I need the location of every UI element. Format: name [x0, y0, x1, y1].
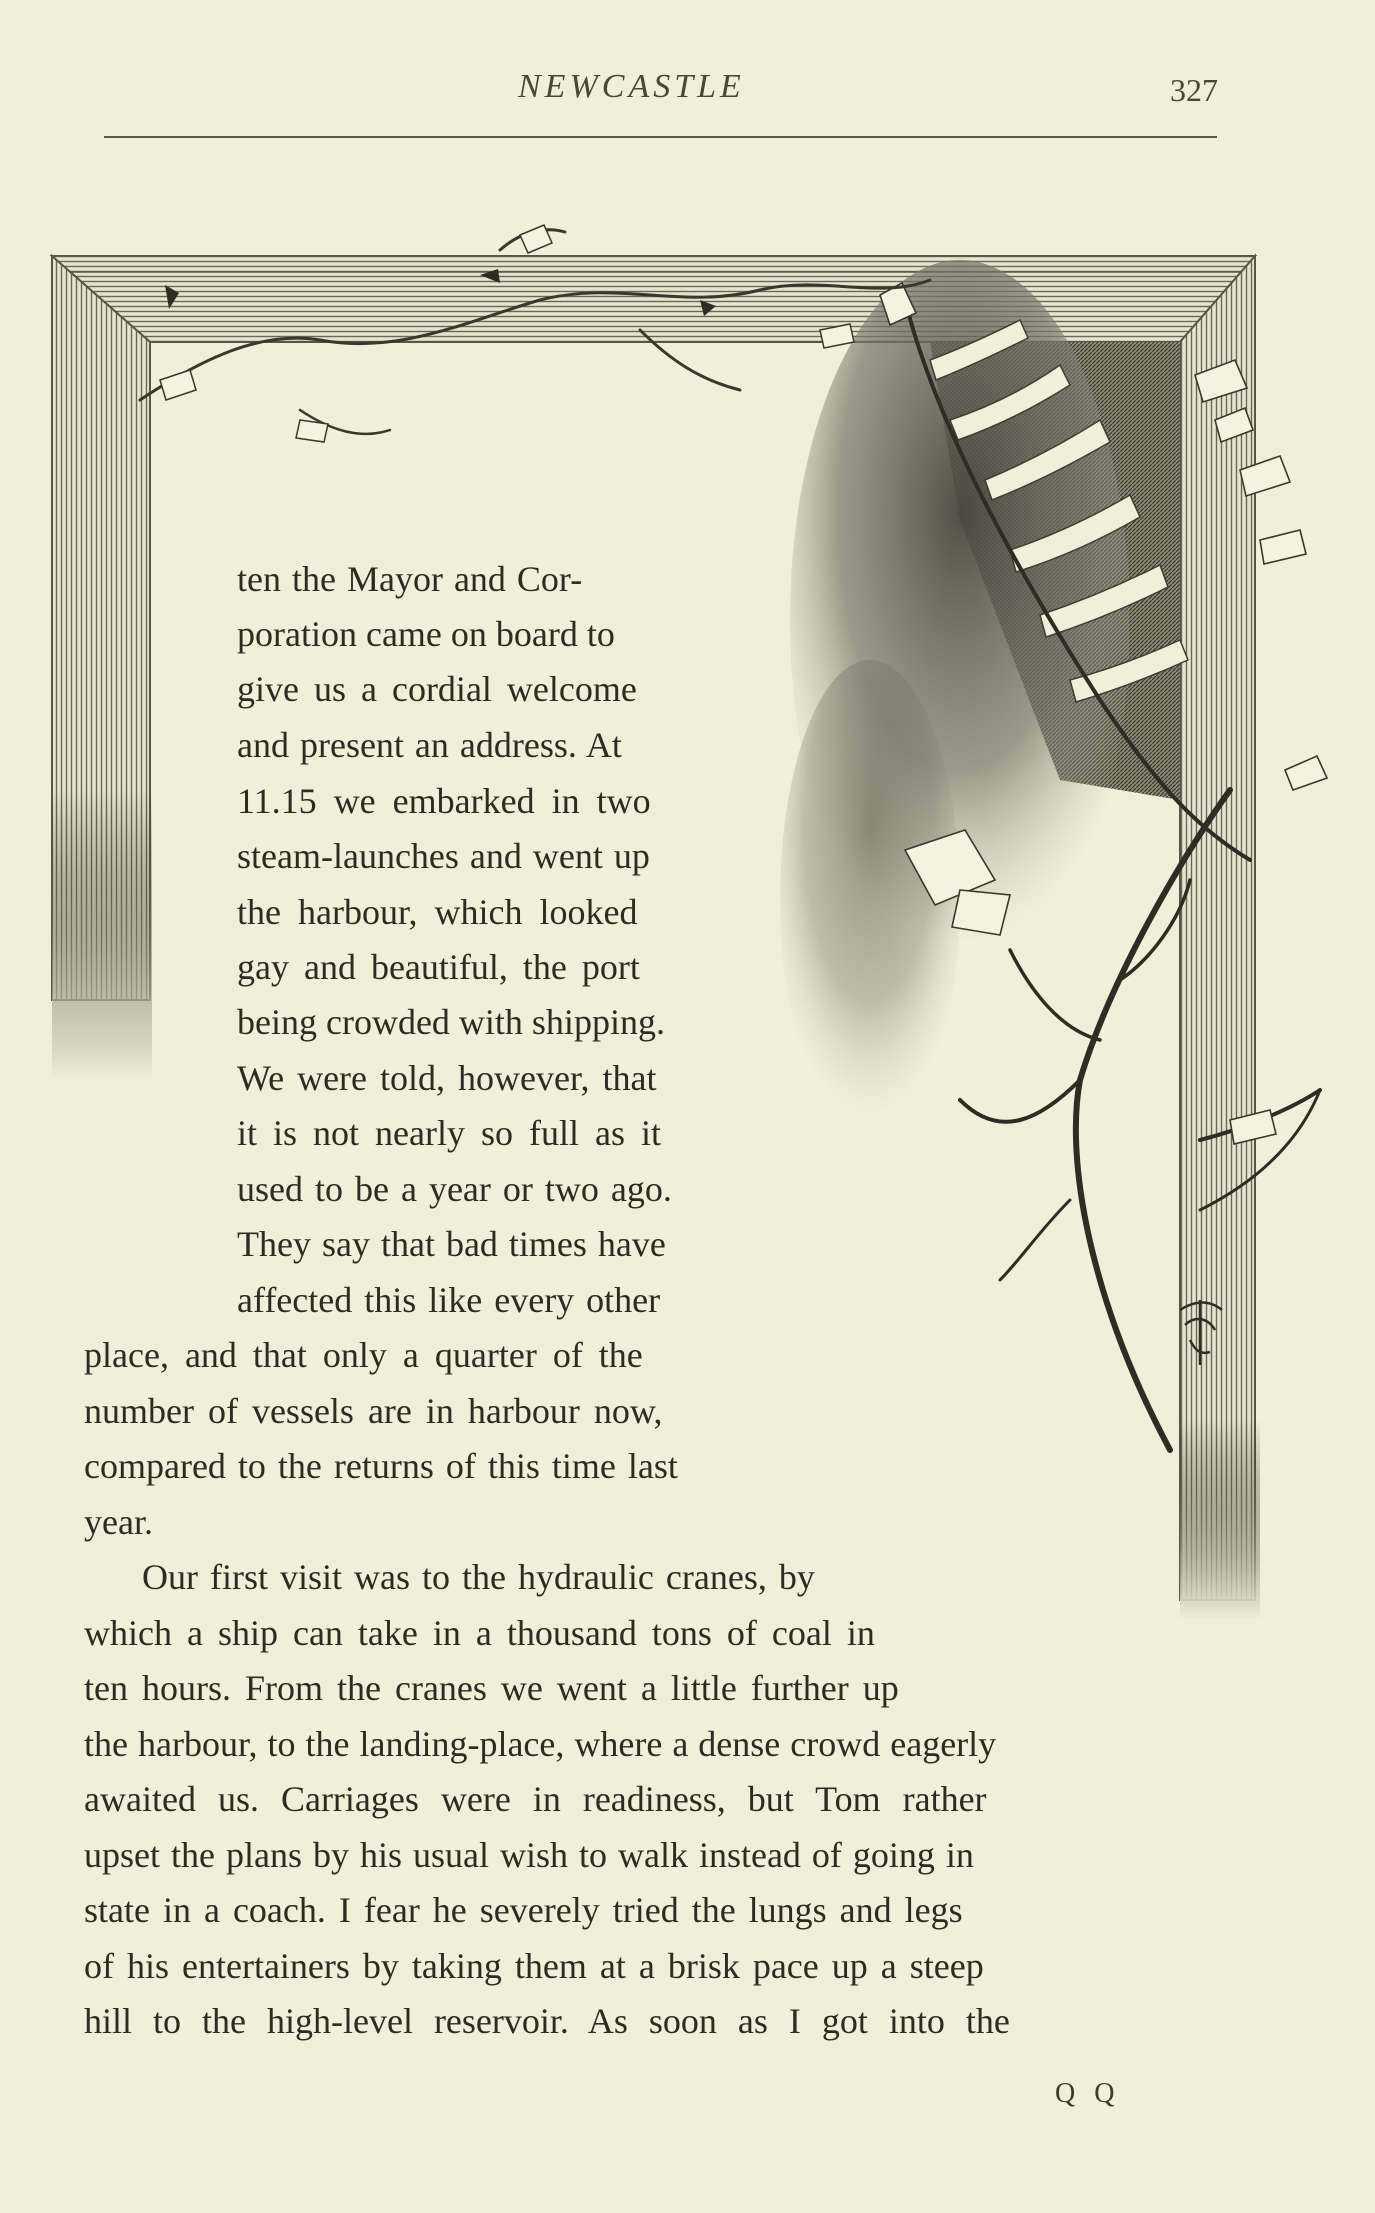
text-line: gay and beautiful, the port [237, 947, 640, 987]
text-line: place, and that only a quarter of the [84, 1335, 643, 1375]
text-line: give us a cordial welcome [237, 669, 637, 709]
text-line: awaited us. Carriages were in readiness, but Tom rather [84, 1779, 987, 1819]
text-line: year. [84, 1502, 153, 1542]
text-line: steam-launches and went up [237, 836, 650, 876]
text-line: affected this like every other [237, 1280, 661, 1320]
text-line: used to be a year or two ago. [237, 1169, 672, 1209]
text-line: which a ship can take in a thousand tons of coal in [84, 1613, 875, 1653]
text-line: and present an address. At [237, 725, 622, 765]
page-number: 327 [1170, 72, 1218, 108]
running-title: NEWCASTLE [518, 68, 745, 105]
text-line: number of vessels are in harbour now, [84, 1391, 663, 1431]
text-line: ten hours. From the cranes we went a little further up [84, 1668, 899, 1708]
text-line: hill to the high-level reservoir. As soon as I got into the [84, 2001, 1010, 2041]
text-line: the harbour, to the landing-place, where a dense crowd eagerly [84, 1724, 997, 1764]
text-line: We were told, however, that [237, 1058, 657, 1098]
text-line: They say that bad times have [237, 1224, 666, 1264]
text-line: being crowded with shipping. [237, 1002, 665, 1042]
text-line: it is not nearly so full as it [237, 1113, 661, 1153]
text-line: Our first visit was to the hydraulic cranes, by [142, 1557, 815, 1597]
text-line: the harbour, which looked [237, 892, 638, 932]
text-line: 11.15 we embarked in two [237, 781, 651, 821]
text-line: of his entertainers by taking them at a brisk pace up a steep [84, 1946, 984, 1986]
signature-mark: Q Q [1055, 2078, 1121, 2109]
text-line: ten the Mayor and Cor- [237, 559, 583, 599]
text-line: upset the plans by his usual wish to walk instead of going in [84, 1835, 974, 1875]
text-line: compared to the returns of this time last [84, 1446, 678, 1486]
text-line: state in a coach. I fear he severely tried the lungs and legs [84, 1890, 963, 1930]
text-line: poration came on board to [237, 614, 615, 654]
